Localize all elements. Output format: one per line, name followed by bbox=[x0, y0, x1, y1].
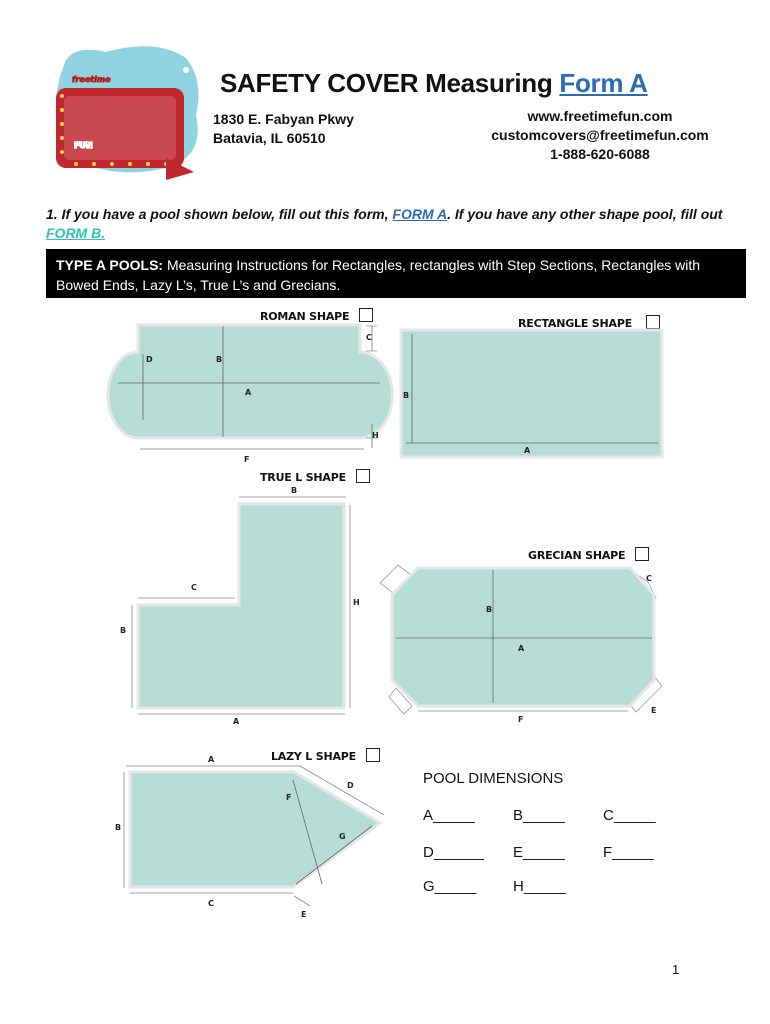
rectangle-pool bbox=[401, 330, 662, 457]
true-l-label-b: B bbox=[120, 626, 127, 635]
rectangle-label-b: B bbox=[403, 391, 410, 400]
roman-label-a: A bbox=[245, 388, 252, 397]
roman-shape-label: ROMAN SHAPE bbox=[260, 310, 350, 323]
true-l-label-b-top: B bbox=[291, 486, 298, 495]
grecian-label-c: C bbox=[646, 574, 652, 583]
dimension-f-field[interactable]: F_____ bbox=[603, 844, 654, 861]
roman-label-f: F bbox=[244, 455, 250, 464]
dimension-c-field[interactable]: C_____ bbox=[603, 807, 656, 824]
instruction-part2: . If you have any other shape pool, fill out bbox=[447, 206, 723, 222]
grecian-label-a: A bbox=[518, 644, 525, 653]
lazy-l-label-c: C bbox=[208, 899, 214, 908]
lazy-l-shape-diagram bbox=[115, 755, 384, 919]
instruction-part1: 1. If you have a pool shown below, fill out this form, bbox=[46, 206, 393, 222]
pool-dimensions-title: POOL DIMENSIONS bbox=[423, 770, 564, 787]
true-l-shape-label: TRUE L SHAPE bbox=[260, 471, 346, 484]
grecian-pool bbox=[392, 568, 654, 706]
true-l-label-c: C bbox=[191, 583, 197, 592]
true-l-pool bbox=[138, 504, 344, 708]
logo-line1: freetime bbox=[72, 75, 111, 84]
form-b-link[interactable]: FORM B. bbox=[46, 225, 106, 241]
rectangle-label-a: A bbox=[524, 446, 531, 455]
grecian-label-e: E bbox=[651, 706, 657, 715]
roman-pool bbox=[108, 325, 392, 438]
lazy-l-label-d: D bbox=[347, 781, 354, 790]
true-l-label-a: A bbox=[233, 717, 240, 726]
dimension-h-field[interactable]: H_____ bbox=[513, 878, 566, 895]
rectangle-shape-diagram bbox=[401, 330, 662, 457]
roman-shape-diagram bbox=[108, 325, 392, 464]
email[interactable]: customcovers@freetimefun.com bbox=[491, 127, 709, 143]
grecian-shape-diagram bbox=[380, 565, 662, 724]
banner-text: Measuring Instructions for Rectangles, rectangles with Step Sections, Rectangles with Bowed Ends, Lazy L’s, True L’s and Grecians. bbox=[56, 257, 701, 293]
roman-label-h: H bbox=[372, 431, 379, 440]
true-l-label-h: H bbox=[353, 598, 360, 607]
grecian-label-f: F bbox=[518, 715, 524, 724]
lazy-l-label-e: E bbox=[301, 910, 307, 919]
banner-label: TYPE A POOLS: bbox=[56, 257, 164, 273]
address-line2: Batavia, IL 60510 bbox=[213, 130, 326, 146]
roman-label-b: B bbox=[216, 355, 223, 364]
lazy-l-label-g: G bbox=[339, 832, 346, 841]
lazy-l-label-a: A bbox=[208, 755, 215, 764]
form-a-instruction-link[interactable]: FORM A bbox=[392, 206, 448, 222]
dimension-g-field[interactable]: G_____ bbox=[423, 878, 477, 895]
phone: 1-888-620-6088 bbox=[550, 146, 650, 162]
logo-line2: FUN bbox=[74, 141, 93, 150]
dimension-b-field[interactable]: B_____ bbox=[513, 807, 565, 824]
true-l-shape-diagram bbox=[120, 486, 360, 726]
dimension-a-field[interactable]: A_____ bbox=[423, 807, 475, 824]
dimension-e-field[interactable]: E_____ bbox=[513, 844, 565, 861]
grecian-shape-label: GRECIAN SHAPE bbox=[528, 549, 626, 562]
roman-label-c: C bbox=[366, 333, 372, 342]
rectangle-shape-label: RECTANGLE SHAPE bbox=[518, 317, 633, 330]
lazy-l-label-f: F bbox=[286, 793, 292, 802]
form-a-link[interactable]: Form A bbox=[559, 68, 648, 98]
lazy-l-label-b: B bbox=[115, 823, 122, 832]
website[interactable]: www.freetimefun.com bbox=[527, 108, 673, 124]
title-text: SAFETY COVER Measuring bbox=[220, 68, 553, 98]
address-line1: 1830 E. Fabyan Pkwy bbox=[213, 111, 354, 127]
lazy-l-shape-label: LAZY L SHAPE bbox=[271, 750, 356, 763]
dimension-d-field[interactable]: D______ bbox=[423, 844, 484, 861]
lazy-l-pool bbox=[130, 772, 380, 887]
roman-label-d: D bbox=[146, 355, 153, 364]
grecian-label-b: B bbox=[486, 605, 493, 614]
page-number: 1 bbox=[672, 962, 680, 977]
